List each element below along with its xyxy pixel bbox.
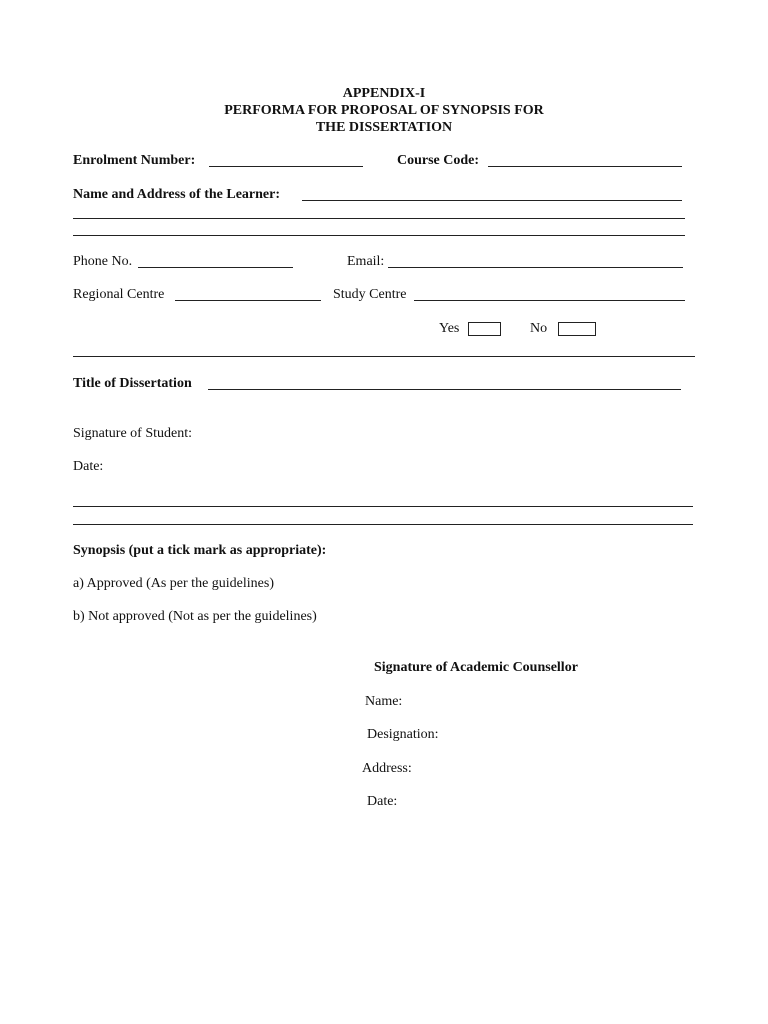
synopsis-heading: Synopsis (put a tick mark as appropriate): (73, 543, 327, 558)
counsellor-name-label: Name: (365, 694, 403, 709)
dissertation-title-field[interactable] (208, 389, 681, 390)
student-signature-label: Signature of Student: (73, 426, 192, 441)
phone-label: Phone No. (73, 254, 133, 269)
name-address-label: Name and Address of the Learner: (73, 187, 281, 202)
form-title: PERFORMA FOR PROPOSAL OF SYNOPSIS FOR (224, 103, 544, 118)
address-line-3[interactable] (73, 235, 685, 236)
divider-line-1 (73, 506, 693, 507)
address-line-2[interactable] (73, 218, 685, 219)
yes-label: Yes (439, 321, 460, 336)
email-field[interactable] (388, 267, 683, 268)
regional-centre-field[interactable] (175, 300, 321, 301)
divider-line-2 (73, 524, 693, 525)
student-date-label: Date: (73, 459, 104, 474)
name-address-field[interactable] (302, 200, 682, 201)
study-centre-label: Study Centre (333, 287, 407, 302)
dissertation-title-label: Title of Dissertation (73, 376, 192, 391)
counsellor-signature-heading: Signature of Academic Counsellor (374, 660, 578, 675)
course-code-label: Course Code: (397, 153, 480, 168)
yes-checkbox[interactable] (468, 322, 501, 336)
section-divider (73, 356, 695, 357)
enrolment-label: Enrolment Number: (73, 153, 196, 168)
synopsis-option-approved[interactable]: a) Approved (As per the guidelines) (73, 576, 274, 591)
enrolment-field[interactable] (209, 166, 363, 167)
counsellor-designation-label: Designation: (367, 727, 439, 742)
counsellor-address-label: Address: (362, 761, 412, 776)
study-centre-field[interactable] (414, 300, 685, 301)
appendix-title: APPENDIX-I (342, 86, 426, 101)
course-code-field[interactable] (488, 166, 682, 167)
no-label: No (530, 321, 548, 336)
counsellor-date-label: Date: (367, 794, 398, 809)
regional-centre-label: Regional Centre (73, 287, 165, 302)
no-checkbox[interactable] (558, 322, 596, 336)
email-label: Email: (347, 254, 385, 269)
form-subtitle: THE DISSERTATION (315, 120, 453, 135)
phone-field[interactable] (138, 267, 293, 268)
synopsis-option-not-approved[interactable]: b) Not approved (Not as per the guidelines) (73, 609, 317, 624)
